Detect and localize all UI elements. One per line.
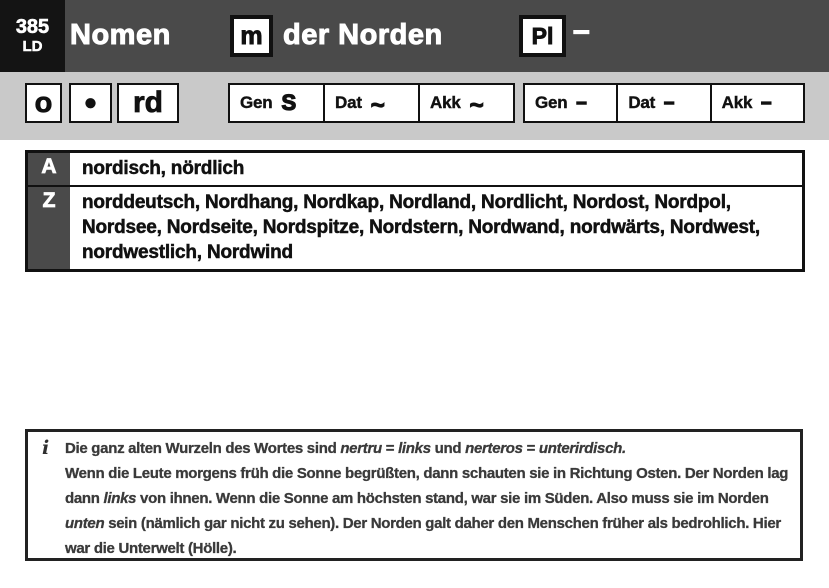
phonics-box-o: o: [25, 83, 62, 123]
header-bar: [0, 0, 829, 72]
etymology-info-box: [25, 429, 803, 561]
entry-id-box: [0, 0, 65, 72]
plural-value: –: [573, 14, 590, 47]
entry-code: LD: [22, 38, 43, 55]
plural-badge: Pl: [519, 15, 566, 57]
derivations-z-text: norddeutsch, Nordhang, Nordkap, Nordland, Nordlicht, Nordost, Nordpol, Nordsee, Nordseite, Nordspitze, Nordstern, Nordwand, nordwärts, Nordwest, nordwestlich, Nordwind: [82, 192, 760, 263]
etymology-line: war die Unterwelt (Hölle).: [65, 540, 237, 557]
etymology-line: unten sein (nämlich gar nicht zu sehen). Der Norden galt daher den Menschen früher als bedrohlich. Hier: [65, 515, 781, 532]
lemma-headword: der Norden: [283, 19, 443, 51]
row-label-z: Z: [28, 187, 70, 269]
phonics-box-rd: rd: [117, 83, 179, 123]
entry-number: 385: [15, 16, 50, 38]
etymology-line: Wenn die Leute morgens früh die Sonne begrüßten, dann schauten sie in Richtung Osten. Der Norden lag: [65, 465, 789, 482]
declension-cell: Dat –: [618, 85, 711, 121]
declension-cell: Gen –: [525, 85, 618, 121]
declension-cell: Dat ~: [325, 85, 420, 121]
etymology-line: Die ganz alten Wurzeln des Wortes sind nertru = links und nerteros = unterirdisch.: [65, 440, 626, 457]
info-icon: i: [42, 437, 50, 459]
gender-badge: m: [230, 15, 273, 57]
declension-cell: Akk –: [721, 91, 772, 112]
row-label-a: A: [28, 153, 70, 185]
table-row: [28, 153, 802, 187]
derivations-a-text: nordisch, nördlich: [82, 158, 245, 179]
declension-table-plural: [523, 83, 805, 123]
etymology-text: [65, 436, 791, 561]
declension-table-singular: [228, 83, 515, 123]
declension-cell: Akk ~: [430, 92, 484, 119]
etymology-line: dann links von ihnen. Wenn die Sonne am höchsten stand, war sie im Süden. Also muss sie im Norden: [65, 490, 769, 507]
table-row: [28, 187, 802, 269]
declension-cell: Gen S: [230, 85, 325, 121]
derivations-table: [25, 150, 805, 272]
word-category: Nomen: [70, 19, 171, 51]
phonics-box-stress-dot: ●: [69, 83, 112, 123]
